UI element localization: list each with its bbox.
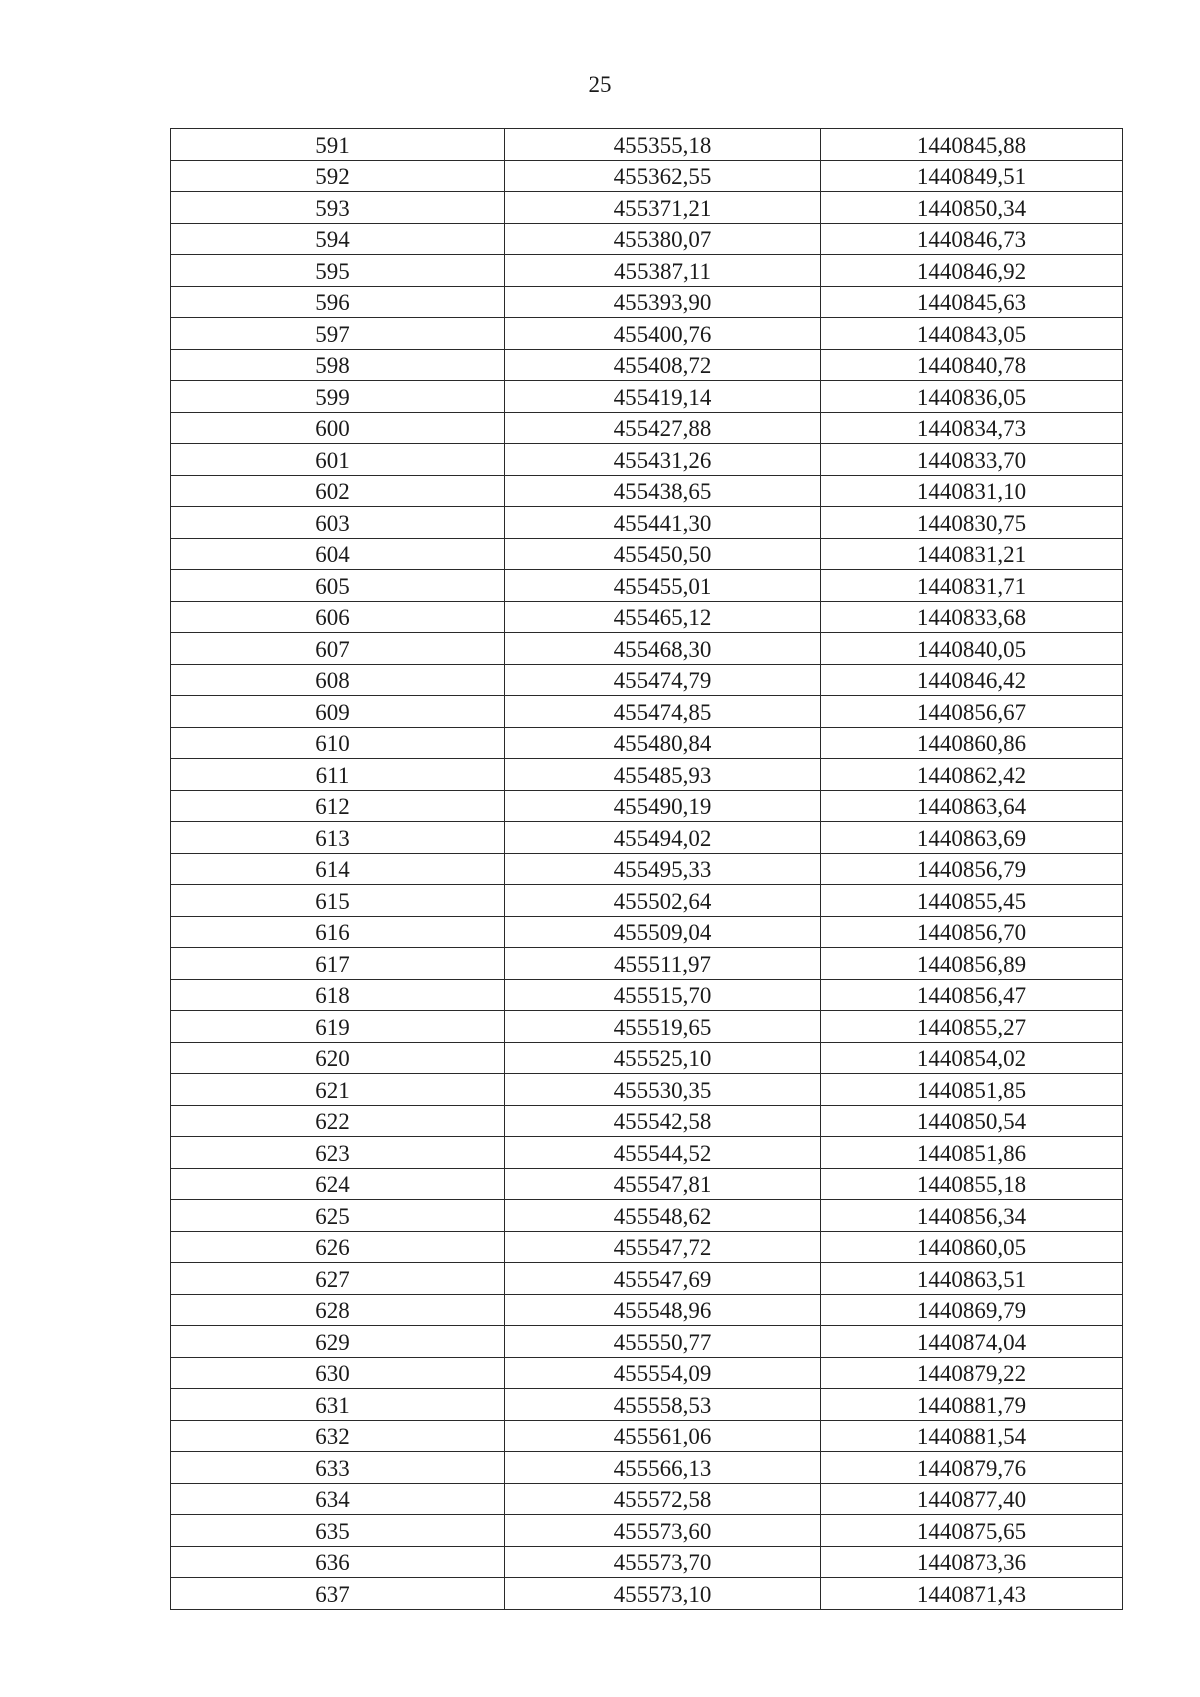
point-number-cell: 636: [171, 1546, 505, 1578]
point-number-cell: 630: [171, 1357, 505, 1389]
point-number-cell: 610: [171, 727, 505, 759]
point-number-cell: 624: [171, 1168, 505, 1200]
point-number-cell: 627: [171, 1263, 505, 1295]
y-coordinate-cell: 1440850,54: [821, 1105, 1123, 1137]
x-coordinate-cell: 455547,72: [505, 1231, 821, 1263]
x-coordinate-cell: 455362,55: [505, 160, 821, 192]
y-coordinate-cell: 1440874,04: [821, 1326, 1123, 1358]
y-coordinate-cell: 1440846,92: [821, 255, 1123, 287]
y-coordinate-cell: 1440879,22: [821, 1357, 1123, 1389]
point-number-cell: 631: [171, 1389, 505, 1421]
y-coordinate-cell: 1440855,45: [821, 885, 1123, 917]
table-row: [171, 1074, 1123, 1106]
x-coordinate-cell: 455485,93: [505, 759, 821, 791]
table-row: [171, 1105, 1123, 1137]
table-row: [171, 1263, 1123, 1295]
table-row: [171, 1294, 1123, 1326]
y-coordinate-cell: 1440831,10: [821, 475, 1123, 507]
point-number-cell: 594: [171, 223, 505, 255]
x-coordinate-cell: 455455,01: [505, 570, 821, 602]
x-coordinate-cell: 455474,85: [505, 696, 821, 728]
table-row: [171, 160, 1123, 192]
point-number-cell: 609: [171, 696, 505, 728]
table-row: [171, 601, 1123, 633]
point-number-cell: 603: [171, 507, 505, 539]
point-number-cell: 607: [171, 633, 505, 665]
y-coordinate-cell: 1440881,54: [821, 1420, 1123, 1452]
x-coordinate-cell: 455548,96: [505, 1294, 821, 1326]
y-coordinate-cell: 1440856,67: [821, 696, 1123, 728]
y-coordinate-cell: 1440851,86: [821, 1137, 1123, 1169]
table-row: [171, 129, 1123, 161]
point-number-cell: 634: [171, 1483, 505, 1515]
y-coordinate-cell: 1440830,75: [821, 507, 1123, 539]
x-coordinate-cell: 455515,70: [505, 979, 821, 1011]
y-coordinate-cell: 1440879,76: [821, 1452, 1123, 1484]
y-coordinate-cell: 1440871,43: [821, 1578, 1123, 1610]
table-row: [171, 318, 1123, 350]
y-coordinate-cell: 1440869,79: [821, 1294, 1123, 1326]
x-coordinate-cell: 455572,58: [505, 1483, 821, 1515]
table-row: [171, 790, 1123, 822]
x-coordinate-cell: 455525,10: [505, 1042, 821, 1074]
y-coordinate-cell: 1440849,51: [821, 160, 1123, 192]
x-coordinate-cell: 455502,64: [505, 885, 821, 917]
x-coordinate-cell: 455465,12: [505, 601, 821, 633]
x-coordinate-cell: 455544,52: [505, 1137, 821, 1169]
y-coordinate-cell: 1440863,69: [821, 822, 1123, 854]
table-row: [171, 1546, 1123, 1578]
y-coordinate-cell: 1440846,42: [821, 664, 1123, 696]
y-coordinate-cell: 1440855,18: [821, 1168, 1123, 1200]
x-coordinate-cell: 455566,13: [505, 1452, 821, 1484]
table-row: [171, 255, 1123, 287]
table-row: [171, 1357, 1123, 1389]
point-number-cell: 601: [171, 444, 505, 476]
y-coordinate-cell: 1440860,86: [821, 727, 1123, 759]
y-coordinate-cell: 1440851,85: [821, 1074, 1123, 1106]
point-number-cell: 605: [171, 570, 505, 602]
point-number-cell: 599: [171, 381, 505, 413]
y-coordinate-cell: 1440862,42: [821, 759, 1123, 791]
point-number-cell: 593: [171, 192, 505, 224]
table-row: [171, 885, 1123, 917]
table-row: [171, 1042, 1123, 1074]
point-number-cell: 625: [171, 1200, 505, 1232]
table-row: [171, 759, 1123, 791]
y-coordinate-cell: 1440860,05: [821, 1231, 1123, 1263]
point-number-cell: 632: [171, 1420, 505, 1452]
x-coordinate-cell: 455490,19: [505, 790, 821, 822]
point-number-cell: 616: [171, 916, 505, 948]
x-coordinate-cell: 455400,76: [505, 318, 821, 350]
point-number-cell: 608: [171, 664, 505, 696]
point-number-cell: 635: [171, 1515, 505, 1547]
point-number-cell: 626: [171, 1231, 505, 1263]
x-coordinate-cell: 455371,21: [505, 192, 821, 224]
table-row: [171, 1483, 1123, 1515]
point-number-cell: 621: [171, 1074, 505, 1106]
point-number-cell: 628: [171, 1294, 505, 1326]
table-row: [171, 1389, 1123, 1421]
x-coordinate-cell: 455387,11: [505, 255, 821, 287]
point-number-cell: 600: [171, 412, 505, 444]
x-coordinate-cell: 455554,09: [505, 1357, 821, 1389]
x-coordinate-cell: 455547,81: [505, 1168, 821, 1200]
table-row: [171, 1452, 1123, 1484]
table-row: [171, 1168, 1123, 1200]
y-coordinate-cell: 1440873,36: [821, 1546, 1123, 1578]
x-coordinate-cell: 455561,06: [505, 1420, 821, 1452]
x-coordinate-cell: 455542,58: [505, 1105, 821, 1137]
point-number-cell: 611: [171, 759, 505, 791]
point-number-cell: 629: [171, 1326, 505, 1358]
point-number-cell: 614: [171, 853, 505, 885]
point-number-cell: 604: [171, 538, 505, 570]
y-coordinate-cell: 1440863,64: [821, 790, 1123, 822]
x-coordinate-cell: 455550,77: [505, 1326, 821, 1358]
coordinates-table-body: [171, 129, 1123, 1610]
y-coordinate-cell: 1440833,68: [821, 601, 1123, 633]
x-coordinate-cell: 455438,65: [505, 475, 821, 507]
table-row: [171, 1137, 1123, 1169]
y-coordinate-cell: 1440855,27: [821, 1011, 1123, 1043]
table-row: [171, 633, 1123, 665]
page-number: 25: [588, 72, 612, 97]
point-number-cell: 613: [171, 822, 505, 854]
point-number-cell: 623: [171, 1137, 505, 1169]
x-coordinate-cell: 455494,02: [505, 822, 821, 854]
x-coordinate-cell: 455573,60: [505, 1515, 821, 1547]
x-coordinate-cell: 455548,62: [505, 1200, 821, 1232]
point-number-cell: 615: [171, 885, 505, 917]
table-row: [171, 475, 1123, 507]
x-coordinate-cell: 455519,65: [505, 1011, 821, 1043]
table-row: [171, 1011, 1123, 1043]
y-coordinate-cell: 1440834,73: [821, 412, 1123, 444]
x-coordinate-cell: 455441,30: [505, 507, 821, 539]
point-number-cell: 633: [171, 1452, 505, 1484]
table-row: [171, 286, 1123, 318]
y-coordinate-cell: 1440840,05: [821, 633, 1123, 665]
point-number-cell: 612: [171, 790, 505, 822]
table-row: [171, 1578, 1123, 1610]
point-number-cell: 618: [171, 979, 505, 1011]
x-coordinate-cell: 455511,97: [505, 948, 821, 980]
y-coordinate-cell: 1440856,70: [821, 916, 1123, 948]
point-number-cell: 591: [171, 129, 505, 161]
point-number-cell: 595: [171, 255, 505, 287]
x-coordinate-cell: 455468,30: [505, 633, 821, 665]
table-row: [171, 1326, 1123, 1358]
y-coordinate-cell: 1440875,65: [821, 1515, 1123, 1547]
y-coordinate-cell: 1440843,05: [821, 318, 1123, 350]
table-row: [171, 1515, 1123, 1547]
table-row: [171, 444, 1123, 476]
x-coordinate-cell: 455380,07: [505, 223, 821, 255]
y-coordinate-cell: 1440856,79: [821, 853, 1123, 885]
x-coordinate-cell: 455427,88: [505, 412, 821, 444]
table-row: [171, 1420, 1123, 1452]
y-coordinate-cell: 1440845,63: [821, 286, 1123, 318]
table-row: [171, 192, 1123, 224]
x-coordinate-cell: 455558,53: [505, 1389, 821, 1421]
y-coordinate-cell: 1440856,34: [821, 1200, 1123, 1232]
x-coordinate-cell: 455547,69: [505, 1263, 821, 1295]
table-row: [171, 223, 1123, 255]
x-coordinate-cell: 455573,70: [505, 1546, 821, 1578]
x-coordinate-cell: 455431,26: [505, 444, 821, 476]
x-coordinate-cell: 455450,50: [505, 538, 821, 570]
y-coordinate-cell: 1440831,71: [821, 570, 1123, 602]
x-coordinate-cell: 455355,18: [505, 129, 821, 161]
table-row: [171, 727, 1123, 759]
table-row: [171, 570, 1123, 602]
x-coordinate-cell: 455408,72: [505, 349, 821, 381]
table-row: [171, 538, 1123, 570]
table-row: [171, 916, 1123, 948]
y-coordinate-cell: 1440856,89: [821, 948, 1123, 980]
point-number-cell: 617: [171, 948, 505, 980]
x-coordinate-cell: 455393,90: [505, 286, 821, 318]
table-row: [171, 1231, 1123, 1263]
y-coordinate-cell: 1440831,21: [821, 538, 1123, 570]
y-coordinate-cell: 1440846,73: [821, 223, 1123, 255]
table-row: [171, 412, 1123, 444]
x-coordinate-cell: 455573,10: [505, 1578, 821, 1610]
y-coordinate-cell: 1440877,40: [821, 1483, 1123, 1515]
table-row: [171, 349, 1123, 381]
point-number-cell: 597: [171, 318, 505, 350]
table-row: [171, 853, 1123, 885]
y-coordinate-cell: 1440854,02: [821, 1042, 1123, 1074]
point-number-cell: 619: [171, 1011, 505, 1043]
x-coordinate-cell: 455530,35: [505, 1074, 821, 1106]
point-number-cell: 606: [171, 601, 505, 633]
y-coordinate-cell: 1440845,88: [821, 129, 1123, 161]
coordinates-table: [170, 128, 1123, 1610]
y-coordinate-cell: 1440863,51: [821, 1263, 1123, 1295]
point-number-cell: 637: [171, 1578, 505, 1610]
point-number-cell: 596: [171, 286, 505, 318]
x-coordinate-cell: 455474,79: [505, 664, 821, 696]
y-coordinate-cell: 1440833,70: [821, 444, 1123, 476]
point-number-cell: 620: [171, 1042, 505, 1074]
table-row: [171, 664, 1123, 696]
table-row: [171, 822, 1123, 854]
point-number-cell: 598: [171, 349, 505, 381]
point-number-cell: 622: [171, 1105, 505, 1137]
x-coordinate-cell: 455480,84: [505, 727, 821, 759]
y-coordinate-cell: 1440856,47: [821, 979, 1123, 1011]
x-coordinate-cell: 455495,33: [505, 853, 821, 885]
y-coordinate-cell: 1440850,34: [821, 192, 1123, 224]
y-coordinate-cell: 1440836,05: [821, 381, 1123, 413]
point-number-cell: 602: [171, 475, 505, 507]
table-row: [171, 507, 1123, 539]
x-coordinate-cell: 455419,14: [505, 381, 821, 413]
table-row: [171, 948, 1123, 980]
table-row: [171, 381, 1123, 413]
table-row: [171, 1200, 1123, 1232]
y-coordinate-cell: 1440881,79: [821, 1389, 1123, 1421]
table-row: [171, 979, 1123, 1011]
table-row: [171, 696, 1123, 728]
point-number-cell: 592: [171, 160, 505, 192]
y-coordinate-cell: 1440840,78: [821, 349, 1123, 381]
x-coordinate-cell: 455509,04: [505, 916, 821, 948]
